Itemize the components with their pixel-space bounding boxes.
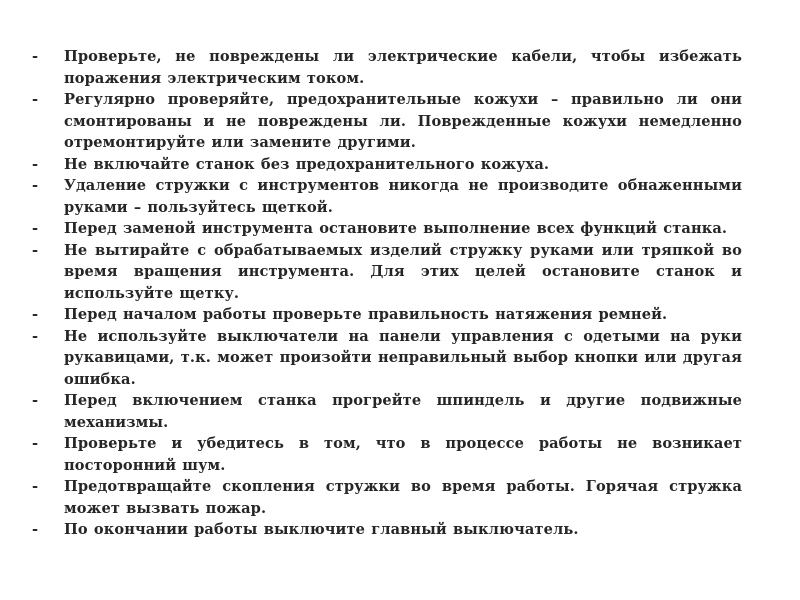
rule-text: Проверьте и убедитесь в том, что в процессе работы не возникает посторонний шум. [64, 435, 742, 474]
bullet-dash: - [32, 155, 39, 173]
list-item [30, 218, 742, 240]
bullet-dash: - [32, 177, 39, 194]
safety-rules-list [30, 46, 742, 541]
bullet-dash: - [32, 435, 39, 452]
rule-text: Перед включением станка прогрейте шпиндель и другие подвижные механизмы. [64, 392, 742, 431]
list-item [30, 476, 742, 519]
list-item [30, 304, 742, 326]
bullet-dash: - [32, 241, 39, 259]
list-item [30, 240, 742, 305]
bullet-dash: - [32, 521, 39, 538]
list-item [30, 390, 742, 433]
rule-text: Не включайте станок без предохранительного кожуха. [64, 155, 550, 173]
rule-text: Предотвращайте скопления стружки во время работы. Горячая стружка может вызвать пожар. [64, 478, 742, 517]
list-item [30, 89, 742, 154]
bullet-dash: - [32, 48, 39, 65]
rule-text: Удаление стружки с инструментов никогда не производите обнаженными руками – пользуйтесь щеткой. [64, 177, 742, 216]
list-item [30, 154, 742, 176]
rule-text: Не вытирайте с обрабатываемых изделий стружку руками или тряпкой во время вращения инструмента. Для этих целей остановите станок и используйте щетку. [64, 241, 742, 302]
list-item [30, 326, 742, 391]
bullet-dash: - [32, 392, 39, 409]
list-item [30, 46, 742, 89]
list-item [30, 175, 742, 218]
list-item [30, 433, 742, 476]
rule-text: Перед заменой инструмента остановите выполнение всех функций станка. [64, 220, 728, 237]
bullet-dash: - [32, 478, 39, 495]
bullet-dash: - [32, 306, 39, 323]
rule-text: Перед началом работы проверьте правильность натяжения ремней. [64, 306, 668, 323]
bullet-dash: - [32, 91, 39, 108]
bullet-dash: - [32, 327, 39, 345]
list-item [30, 519, 742, 541]
rule-text: Проверьте, не повреждены ли электрические кабели, чтобы избежать поражения электрическим током. [64, 48, 742, 87]
rule-text: Не используйте выключатели на панели управления с одетыми на руки рукавицами, т.к. может произойти неправильный выбор кнопки или другая ошибка. [64, 327, 742, 388]
bullet-dash: - [32, 220, 39, 237]
rule-text: По окончании работы выключите главный выключатель. [64, 521, 579, 538]
document-page [30, 46, 742, 541]
rule-text: Регулярно проверяйте, предохранительные кожухи – правильно ли они смонтированы и не повреждены ли. Поврежденные кожухи немедленно отремонтируйте или замените другими. [64, 91, 742, 151]
